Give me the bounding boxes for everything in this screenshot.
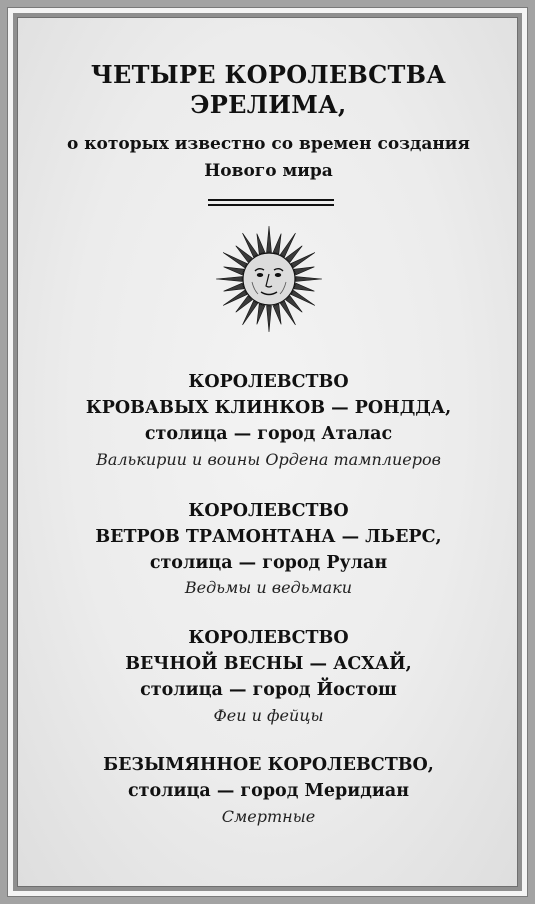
divider-rule-bottom xyxy=(208,204,334,206)
page-title-line-1: ЧЕТЫРЕ КОРОЛЕВСТВА xyxy=(90,60,447,89)
kingdom-3-name: ВЕЧНОЙ ВЕСНЫ — АСХАЙ, xyxy=(125,654,412,674)
page-title-line-2: ЭРЕЛИМА, xyxy=(190,90,347,119)
kingdom-4-capital: столица — город Меридиан xyxy=(127,781,410,801)
kingdom-1-people: Валькирии и воины Ордена тамплиеров xyxy=(96,450,441,469)
kingdom-4-people: Смертные xyxy=(221,807,316,826)
sun-face-icon xyxy=(214,224,324,334)
subtitle-line-2: Нового мира xyxy=(204,161,333,181)
kingdom-4-name: БЕЗЫМЯННОЕ КОРОЛЕВСТВО, xyxy=(103,755,434,775)
kingdom-2-people: Ведьмы и ведьмаки xyxy=(184,578,353,597)
kingdom-2-capital: столица — город Рулан xyxy=(149,553,388,573)
kingdom-2-name: ВЕТРОВ ТРАМОНТАНА — ЛЬЕРС, xyxy=(95,527,442,547)
kingdom-1-name: КРОВАВЫХ КЛИНКОВ — РОНДДА, xyxy=(85,398,452,418)
subtitle-line-1: о которых известно со времен создания xyxy=(67,134,470,154)
kingdom-3-capital: столица — город Йостош xyxy=(140,680,397,700)
kingdom-1-label: КОРОЛЕВСТВО xyxy=(188,372,349,392)
kingdom-1-capital: столица — город Аталас xyxy=(144,424,393,444)
kingdom-2-label: КОРОЛЕВСТВО xyxy=(188,501,349,521)
kingdom-3-people: Феи и фейцы xyxy=(213,706,324,725)
kingdom-3-label: КОРОЛЕВСТВО xyxy=(188,628,349,648)
page xyxy=(17,17,518,887)
divider-rule-top xyxy=(208,199,334,201)
